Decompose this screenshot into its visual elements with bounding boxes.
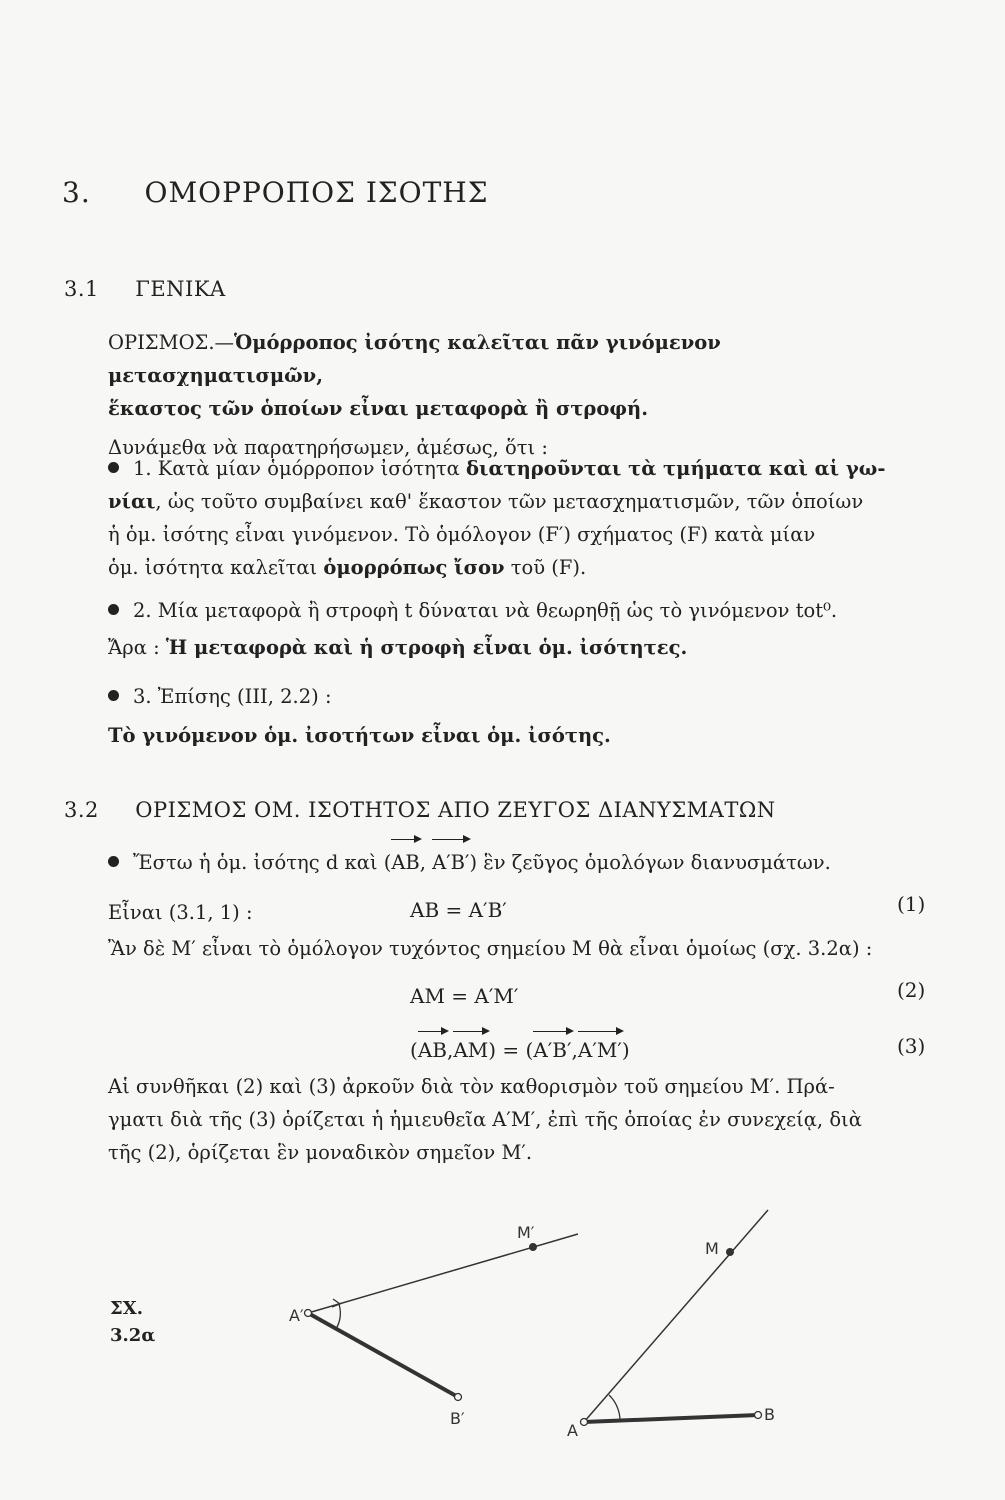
- equation-3: (AB,AM) = (A′B′,A′M′): [410, 1038, 630, 1062]
- point-A: [581, 1419, 588, 1426]
- ray-ApMp: [308, 1234, 578, 1313]
- figure-3-2a: [0, 1200, 1005, 1460]
- ray-AM: [584, 1210, 768, 1422]
- segment-ApBp: [308, 1313, 458, 1397]
- chapter-title: ΟΜΟΡΡΟΠΟΣ ΙΣΟΤΗΣ: [144, 176, 489, 209]
- section-number: 3.1: [64, 277, 99, 301]
- label-Ap: A′: [289, 1306, 304, 1325]
- section-title: ΓΕΝΙΚΑ: [135, 277, 226, 301]
- s32-line-3: Ἂν δὲ M′ εἶναι τὸ ὁμόλογον τυχόντος σημείου M θὰ εἶναι ὁμοίως (σχ. 3.2α) :: [108, 937, 873, 960]
- section-number: 3.2: [64, 798, 99, 822]
- ara-line: Ἄρα : Ἡ μεταφορὰ καὶ ἡ στροφὴ εἶναι ὁμ. ἰσότητες.: [108, 636, 688, 659]
- equation-1-number: (1): [897, 892, 926, 916]
- definition-line-2: ἕκαστος τῶν ὁποίων εἶναι μεταφορὰ ἢ στροφή.: [108, 397, 649, 420]
- intro-line: Δυνάμεθα νὰ παρατηρήσωμεν, ἀμέσως, ὅτι :: [108, 436, 548, 459]
- equation-2-number: (2): [897, 978, 926, 1002]
- definition-line-1: [108, 326, 938, 392]
- point-B: [755, 1412, 762, 1419]
- equation-3-number: (3): [897, 1034, 926, 1058]
- equation-1: AB = A′B′: [410, 898, 507, 922]
- section-3-2-heading: [64, 798, 776, 822]
- bullet-icon: [108, 462, 119, 473]
- definition-paragraph: [108, 326, 938, 464]
- definition-label: ΟΡΙΣΜΟΣ.—: [108, 331, 235, 354]
- equation-2: AM = A′M′: [410, 984, 519, 1008]
- section-title: ΟΡΙΣΜΟΣ ΟΜ. ΙΣΟΤΗΤΟΣ ΑΠΟ ΖΕΥΓΟΣ ΔΙΑΝΥΣΜΑΤΩΝ: [135, 798, 776, 822]
- einai-line: Εἶναι (3.1, 1) :: [108, 901, 253, 924]
- vector-ApBp: A′B′: [432, 846, 469, 879]
- definition-text: Ὁμόρροπος ἰσότης καλεῖται πᾶν γινόμενον μετασχηματισμῶν,: [108, 331, 721, 387]
- bullet-icon: [108, 604, 119, 615]
- bullet-icon: [108, 856, 119, 867]
- figure-caption: ΣΧ. 3.2α: [110, 1298, 156, 1346]
- angle-arc-left: [336, 1304, 340, 1329]
- segment-AB: [584, 1415, 758, 1422]
- angle-arc-right: [609, 1395, 620, 1422]
- vector-AB: AB: [391, 846, 419, 879]
- point-Mp: [529, 1243, 537, 1251]
- point-Bp: [455, 1394, 462, 1401]
- item-2: 2. Μία μεταφορὰ ἢ στροφὴ t δύναται νὰ θεωρηθῇ ὡς τὸ γινόμενον tot⁰. Ἄρα : Ἡ μεταφορὰ καὶ ἡ στροφὴ εἶναι ὁμ. ἰσότητες.: [108, 594, 938, 664]
- label-Mp: M′: [517, 1223, 535, 1242]
- label-Bp: B′: [450, 1409, 465, 1428]
- item-3: 3. Ἐπίσης (ΙΙΙ, 2.2) : Τὸ γινόμενον ὁμ. ἰσοτήτων εἶναι ὁμ. ἰσότης.: [108, 685, 611, 747]
- label-A: A: [567, 1421, 578, 1440]
- s32-line-1: Ἔστω ἡ ὁμ. ἰσότης d καὶ (AB, A′B′) ἓν ζεῦγος ὁμολόγων διανυσμάτων.: [108, 846, 938, 879]
- section-3-1-heading: [64, 277, 226, 301]
- bullet-icon: [108, 690, 119, 701]
- label-B: B: [764, 1405, 775, 1424]
- chapter-heading: [62, 176, 489, 209]
- conclusion-paragraph: Αἱ συνθῆκαι (2) καὶ (3) ἀρκοῦν διὰ τὸν καθορισμὸν τοῦ σημείου M′. Πρά- γματι διὰ τῆς (3) ὁρίζεται ἡ ἡμιευθεῖα A′M′, ἐπὶ τῆς ὁποίας ἐν συνεχείᾳ, διὰ τῆς (2), ὁρίζεται ἓν μοναδικὸν σημεῖον M′.: [108, 1075, 862, 1164]
- point-M: [726, 1248, 734, 1256]
- item-1: 1. Κατὰ μίαν ὁμόρροπον ἰσότητα διατηροῦνται τὰ τμήματα καὶ αἱ γω- νίαι, ὡς τοῦτο συμβαίνει καθ' ἕκαστον τῶν μετασχηματισμῶν, τῶν ὁποίων ἡ ὁμ. ἰσότης εἶναι γινόμενον. Τὸ ὁμόλογον (F′) σχήματος (F) κατὰ μίαν ὁμ. ἰσότητα καλεῖται ὁμορρόπως ἴσον τοῦ (F).: [108, 457, 886, 579]
- chapter-number: 3.: [62, 176, 91, 209]
- point-Ap: [305, 1310, 312, 1317]
- label-M: M: [705, 1239, 719, 1258]
